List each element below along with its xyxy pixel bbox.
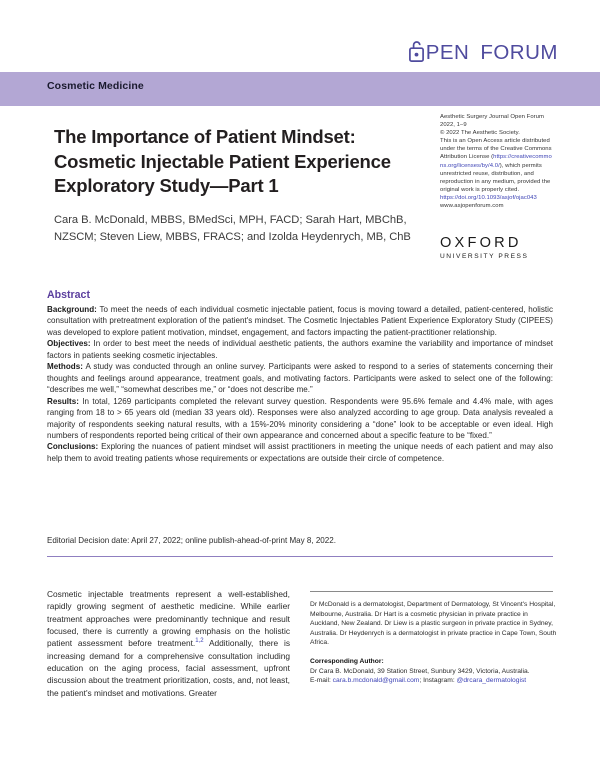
citation-reference[interactable]: 1,2 xyxy=(195,638,204,645)
journal-volume: 2022, 1–9 xyxy=(440,122,467,129)
abstract-section xyxy=(47,338,553,361)
doi-link[interactable]: https://doi.org/10.1093/asjof/ojac043 xyxy=(440,194,537,201)
publisher-name: OXFORD xyxy=(440,235,522,251)
abstract-section-text: A study was conducted through an online survey. Participants were asked to respond to a series of statements concerning their thoughts and feelings around appearance, treatment goals, and motivating factors. Participants were asked to select one of the following: “describes me well,” “somewhat describes me,” or “does not describe me.” xyxy=(47,362,553,395)
abstract-section xyxy=(47,304,553,338)
copyright-notice: © 2022 The Aesthetic Society. xyxy=(440,130,520,137)
author-affiliations: Dr McDonald is a dermatologist, Department of Dermatology, St Vincent's Hospital, Melbourne, Australia. Dr Hart is a cosmetic physician in private practice in Auckland, New Zealand. Dr Liew is a plastic surgeon in private practice in Sydney, Australia. Dr Heydenrych is a dermatologist in private practice in Cape Town, South Africa. xyxy=(310,601,557,647)
corresponding-author-heading xyxy=(310,657,557,667)
abstract-section xyxy=(47,396,553,442)
contact-separator: ; Instagram: xyxy=(419,677,457,685)
masthead-word-open: PEN xyxy=(425,41,470,65)
abstract-section-label: Conclusions: xyxy=(47,442,99,452)
email-label: E-mail: xyxy=(310,677,333,685)
abstract-section-label: Methods: xyxy=(47,362,83,372)
body-text-part-2: Additionally, there is increasing demand for a comprehensive consultation including education on the aging process, facial assessment, upfront discussion about the treatment prioritization, costs, and, not least, the patient's mindset and motivations. Greater xyxy=(47,638,290,698)
abstract-section-label: Background: xyxy=(47,305,97,314)
body-column-left xyxy=(47,588,290,699)
corresponding-author-label: Corresponding Author: xyxy=(310,657,384,665)
body-column-right xyxy=(310,600,557,686)
license-url-link[interactable]: https://creativecommons.org/licenses/by/4.0/ xyxy=(440,154,552,169)
journal-website: www.asjopenforum.com xyxy=(440,203,504,210)
abstract-section-label: Results: xyxy=(47,396,79,406)
body-text-part-1: Cosmetic injectable treatments represent a well-established, rapidly growing segment of aesthetic medicine. While earlier treatment approaches were predominantly technique and result focused, there is currently a growing emphasis on the holistic patient assessment before treatment. xyxy=(47,589,290,649)
abstract-body xyxy=(47,304,553,464)
corresponding-author-contact xyxy=(310,676,557,686)
section-label: Cosmetic Medicine xyxy=(47,80,144,92)
body-paragraph xyxy=(47,588,290,699)
spacer xyxy=(310,648,557,657)
license-text-post: ), which permits unrestricted reuse, distribution, and reproduction in any medium, provided the original work is properly cited. xyxy=(440,162,551,193)
email-link[interactable]: cara.b.mcdonald@gmail.com xyxy=(332,677,420,685)
license-text-pre: This is an Open Access article distributed under the terms of the Creative Commons Attribution License ( xyxy=(440,138,552,161)
masthead-word-forum: FORUM xyxy=(480,41,558,65)
journal-name: Aesthetic Surgery Journal Open Forum xyxy=(440,114,544,120)
abstract-section-text: Exploring the nuances of patient mindset will assist practitioners in meeting the unique needs of each patient and may also help them to avoid treating patients whose requirements or expectations are outside their circle of competence. xyxy=(47,442,553,463)
author-list: Cara B. McDonald, MBBS, BMedSci, MPH, FACD; Sarah Hart, MBChB, NZSCM; Steven Liew, MBBS, FRACS; and Izolda Heydenrych, MB, ChB xyxy=(54,214,411,243)
abstract-section-text: In total, 1269 participants completed the relevant survey question. Respondents were 95.6% female and 4.4% male, with ages ranging from 18 to > 65 years old (median 33 years old). Responses were also analyzed according to age group. Data analysis revealed a majority of respondents seeking natural results, with a 15%-20% minority considering a “done” look to be acceptable or even ideal. High numbers of respondents reported being critical of their own appearance and concerned about a specific feature to be “fixed.” xyxy=(47,396,553,440)
publisher-subtitle: UNIVERSITY PRESS xyxy=(440,252,529,260)
divider-purple xyxy=(47,556,553,557)
editorial-decision-note: Editorial Decision date: April 27, 2022; online publish-ahead-of-print May 8, 2022. xyxy=(47,536,336,545)
page-title: The Importance of Patient Mindset: Cosmetic Injectable Patient Experience Exploratory Study—Part 1 xyxy=(54,126,391,197)
abstract-section xyxy=(47,441,553,464)
abstract-section-text: To meet the needs of each individual cosmetic injectable patient, focus is moving toward a detailed, patient-centered, holistic consultation with pretreatment exploration of the patient's mindset. The Cosmetic Injectables Patient Experience Exploratory Study (CIPEES) was developed to explore patient motivation, mindset, engagement, and factors impacting the patient-practitioner relationship. xyxy=(47,305,553,337)
open-lock-icon xyxy=(409,40,424,67)
open-forum-masthead xyxy=(409,40,558,67)
instagram-handle-link[interactable]: @drcara_dermatologist xyxy=(456,677,527,685)
journal-metadata xyxy=(440,113,552,210)
abstract-section-label: Objectives: xyxy=(47,339,91,349)
abstract-section xyxy=(47,361,553,395)
corresponding-author-address: Dr Cara B. McDonald, 39 Station Street, Sunbury 3429, Victoria, Australia. xyxy=(310,667,530,675)
oxford-university-press-logo xyxy=(440,236,528,260)
abstract-section-text: In order to best meet the needs of individual aesthetic patients, the authors examine the variability and importance of mindset factors in patients seeking cosmetic injectables. xyxy=(47,339,553,360)
divider-affiliations xyxy=(310,591,553,592)
abstract-heading: Abstract xyxy=(47,289,90,301)
